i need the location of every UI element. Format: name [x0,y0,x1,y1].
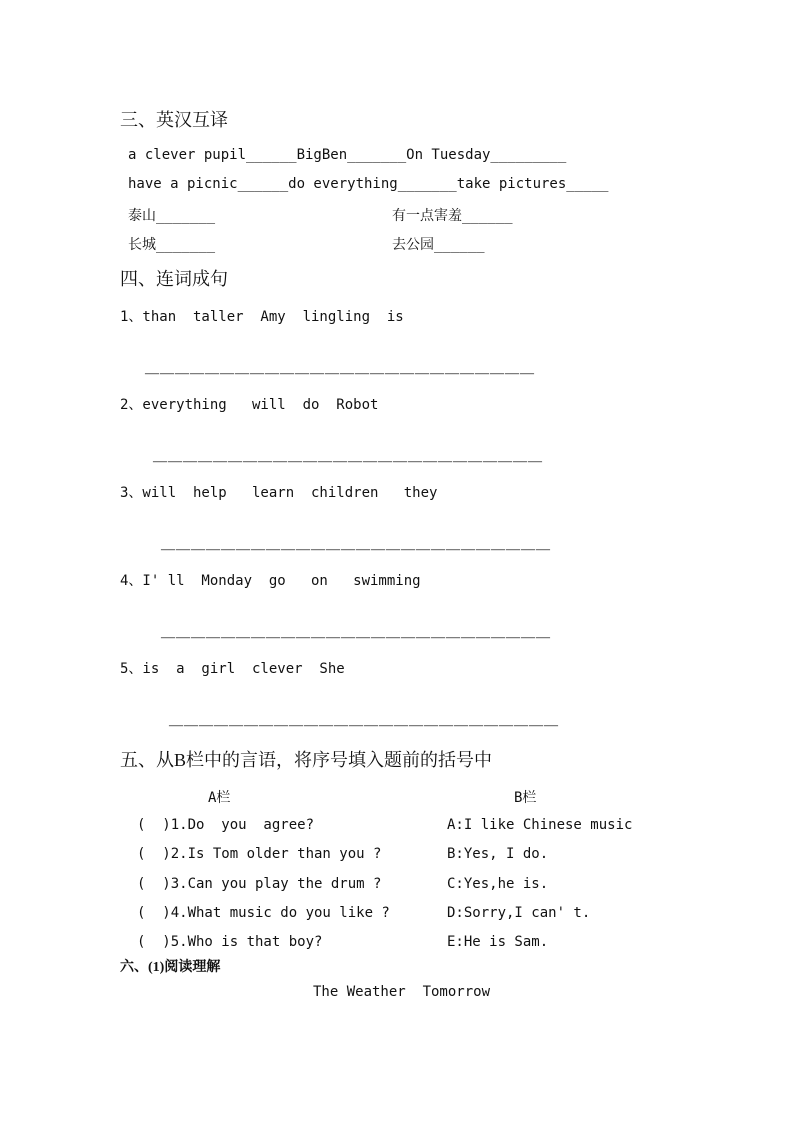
matching-question-2: ( )2.Is Tom older than you ? [137,846,382,862]
column-b-header: B栏 [514,790,537,806]
matching-question-5: ( )5.Who is that boy? [137,934,323,950]
matching-question-1: ( )1.Do you agree? [137,817,315,833]
matching-answer-d: D:Sorry,I can' t. [447,905,591,921]
matching-answer-a: A:I like Chinese music [447,817,633,833]
answer-line-5: —————————————————————————— [169,718,559,733]
passage-title: The Weather Tomorrow [313,984,491,1000]
section4-title: 四、连词成句 [120,269,228,289]
translation-row-4-right: 去公园______ [392,237,485,253]
sentence-item-1: 1、than taller Amy lingling is [120,309,404,325]
section6-title: 六、(1)阅读理解 [120,960,221,975]
answer-line-1: —————————————————————————— [145,366,535,381]
sentence-item-2: 2、everything will do Robot [120,397,379,413]
matching-question-4: ( )4.What music do you like ? [137,905,390,921]
sentence-item-3: 3、will help learn children they [120,485,438,501]
translation-row-4-left: 长城_______ [128,237,216,253]
answer-line-3: —————————————————————————— [161,542,551,557]
answer-line-2: —————————————————————————— [153,454,543,469]
answer-line-4: —————————————————————————— [161,630,551,645]
matching-question-3: ( )3.Can you play the drum ? [137,876,382,892]
matching-answer-e: E:He is Sam. [447,934,549,950]
sentence-item-5: 5、is a girl clever She [120,661,345,677]
translation-row-3-right: 有一点害羞______ [392,208,513,224]
matching-answer-c: C:Yes,he is. [447,876,549,892]
translation-row-2: have a picnic______do everything_______take pictures_____ [128,176,609,192]
section3-title: 三、英汉互译 [120,110,228,130]
translation-row-1: a clever pupil______BigBen_______On Tuesday_________ [128,147,567,163]
matching-answer-b: B:Yes, I do. [447,846,549,862]
translation-row-3-left: 泰山_______ [128,208,216,224]
sentence-item-4: 4、I' ll Monday go on swimming [120,573,421,589]
column-a-header: A栏 [208,790,231,806]
section5-title: 五、从B栏中的言语，将序号填入题前的括号中 [120,750,493,770]
